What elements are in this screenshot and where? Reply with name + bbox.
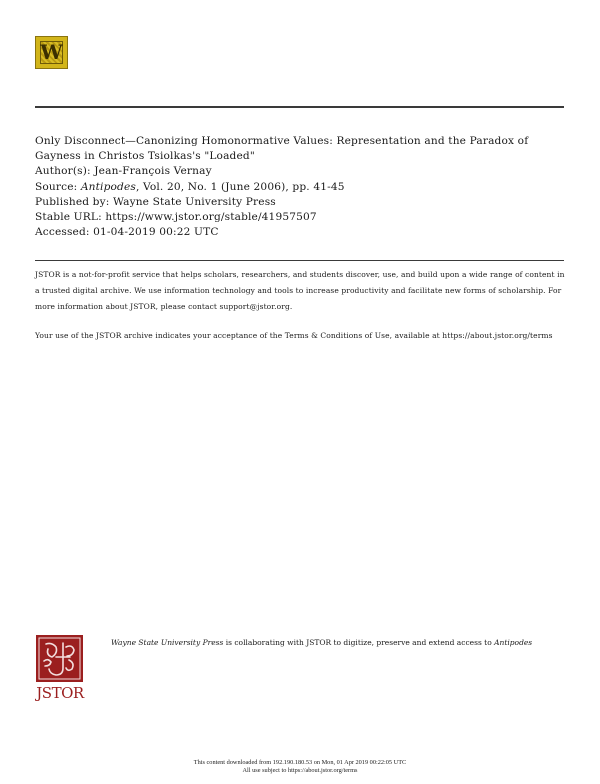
publisher-logo-letter: W (40, 40, 63, 64)
article-title-line-1: Only Disconnect—Canonizing Homonormative Values: Representation and the Paradox of (35, 135, 529, 147)
stable-url-link[interactable]: Stable URL: https://www.jstor.org/stable/41957507 (35, 211, 317, 224)
footer-terms-line: All use subject to https://about.jstor.org/terms (242, 767, 358, 774)
accessed-date: Accessed: 01-04-2019 00:22 UTC (35, 226, 219, 239)
jstor-seal-icon (36, 635, 83, 682)
terms-of-use-paragraph: Your use of the JSTOR archive indicates your acceptance of the Terms & Conditions of Use, available at https://about.jstor.org/terms (35, 331, 553, 340)
article-publisher: Published by: Wayne State University Press (35, 195, 276, 208)
jstor-logo (35, 635, 85, 705)
publisher-logo (35, 36, 68, 69)
source-details: , Vol. 20, No. 1 (June 2006), pp. 41-45 (136, 180, 345, 193)
citation-block (35, 134, 565, 240)
collab-text: is collaborating with JSTOR to digitize, preserve and extend access to (223, 638, 495, 647)
jstor-about-paragraph: JSTOR is a not-for-profit service that helps scholars, researchers, and students discover, use, and build upon a wide range of content in a trusted digital archive. We use information technology and tools to increase productivity and facilitate new forms of scholarship. For more information about JSTOR, please contact support@jstor.org. (35, 270, 565, 311)
footer-download-line: This content downloaded from 192.190.180.53 on Mon, 01 Apr 2019 00:22:05 UTC (193, 759, 407, 766)
source-journal: Antipodes (80, 180, 136, 193)
collab-publisher: Wayne State University Press (111, 638, 224, 647)
middle-divider (35, 260, 564, 261)
collaboration-notice (111, 637, 551, 648)
source-prefix: Source: (35, 180, 81, 193)
article-author: Author(s): Jean-François Vernay (35, 165, 212, 178)
download-footer (0, 759, 600, 775)
top-divider (35, 106, 564, 108)
article-title-line-2: Gayness in Christos Tsiolkas's "Loaded" (35, 150, 255, 163)
collab-journal: Antipodes (494, 638, 533, 647)
jstor-wordmark: JSTOR (36, 684, 84, 702)
article-source (35, 180, 565, 195)
